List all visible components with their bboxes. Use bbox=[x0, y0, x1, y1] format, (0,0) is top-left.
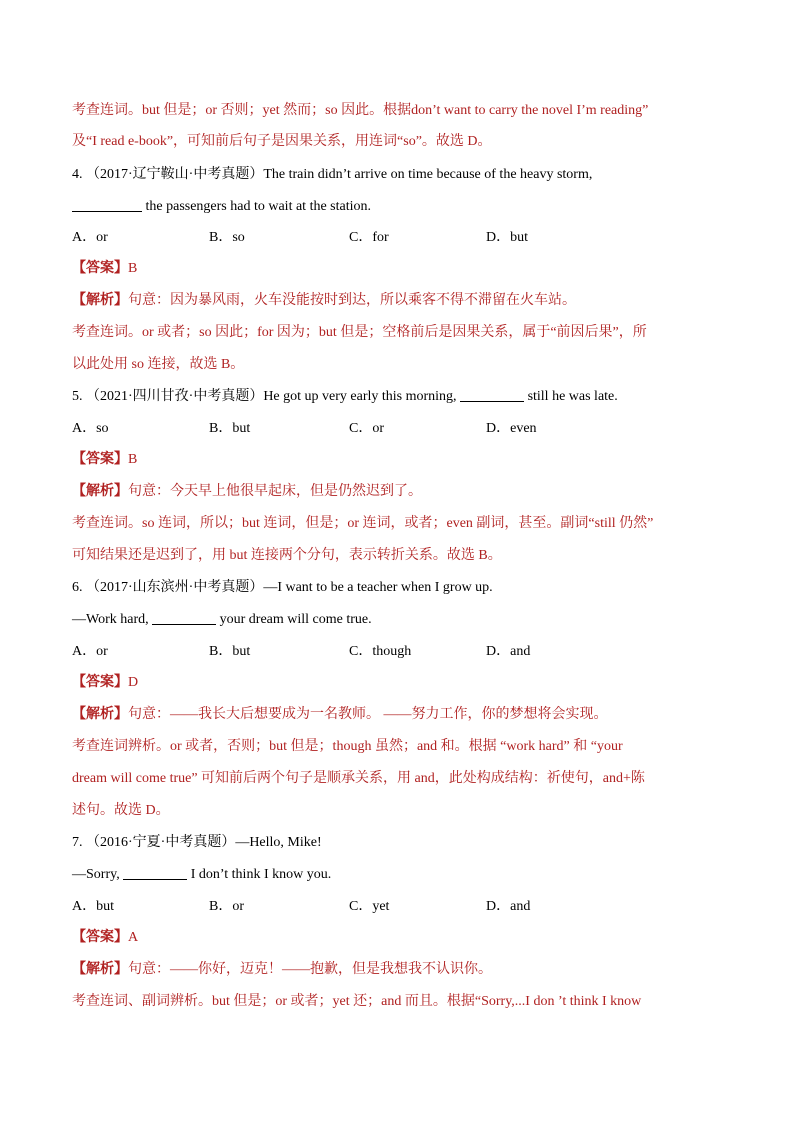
analysis-label: 【解析】 bbox=[72, 293, 128, 308]
question-7-stem-cont: —Sorry, I don’t think I know you. bbox=[72, 867, 332, 882]
answer-label: 【答案】 bbox=[72, 675, 128, 690]
question-7-options bbox=[72, 896, 732, 918]
question-6-options bbox=[72, 641, 732, 663]
option-b: B．so bbox=[209, 230, 245, 245]
analysis-line: 述句。故选 D。 bbox=[72, 803, 170, 818]
option-c: C．though bbox=[349, 644, 412, 659]
analysis-line: 考查连词辨析。or 或者，否则；but 但是；though 虽然；and 和。根据 “work hard” 和 “your bbox=[72, 739, 623, 754]
question-4-options bbox=[72, 227, 732, 249]
analysis-line: 可知结果还是迟到了，用 but 连接两个分句，表示转折关系。故选 B。 bbox=[72, 548, 502, 563]
question-4-stem-cont: the passengers had to wait at the station. bbox=[72, 196, 371, 218]
analysis-label: 【解析】 bbox=[72, 962, 128, 977]
analysis-label: 【解析】 bbox=[72, 484, 128, 499]
answer-blank bbox=[123, 865, 187, 880]
option-a: A．so bbox=[72, 421, 109, 436]
option-b: B．or bbox=[209, 899, 244, 914]
question-4-answer: 【答案】B bbox=[72, 261, 138, 276]
option-c: C．or bbox=[349, 421, 384, 436]
option-a: A．or bbox=[72, 644, 108, 659]
answer-label: 【答案】 bbox=[72, 930, 128, 945]
option-d: D．even bbox=[486, 421, 537, 436]
option-b: B．but bbox=[209, 644, 251, 659]
analysis-label: 【解析】 bbox=[72, 707, 128, 722]
question-5-stem: 5. （2021·四川甘孜·中考真题）He got up very early this morning, still he was late. bbox=[72, 389, 618, 404]
option-a: A．or bbox=[72, 230, 108, 245]
analysis-line: 考查连词、副词辨析。but 但是；or 或者；yet 还；and 而且。根据“Sorry,...I don ’t think I know bbox=[72, 994, 642, 1009]
analysis-line: 以此处用 so 连接，故选 B。 bbox=[72, 357, 245, 372]
option-d: D．and bbox=[486, 899, 531, 914]
question-7-answer: 【答案】A bbox=[72, 930, 139, 945]
option-d: D．but bbox=[486, 230, 528, 245]
option-d: D．and bbox=[486, 644, 531, 659]
answer-blank bbox=[152, 610, 216, 625]
question-7-analysis: 【解析】句意：——你好，迈克！——抱歉，但是我想我不认识你。 bbox=[72, 962, 492, 977]
question-6-stem: 6. （2017·山东滨州·中考真题）—I want to be a teacher when I grow up. bbox=[72, 580, 493, 595]
question-4-stem: 4. （2017·辽宁鞍山·中考真题）The train didn’t arrive on time because of the heavy storm, bbox=[72, 167, 593, 182]
option-c: C．yet bbox=[349, 899, 390, 914]
question-5-analysis: 【解析】句意：今天早上他很早起床，但是仍然迟到了。 bbox=[72, 484, 422, 499]
question-7-stem: 7. （2016·宁夏·中考真题）—Hello, Mike! bbox=[72, 835, 322, 850]
explanation-line: 及“I read e-book”，可知前后句子是因果关系，用连词“so”。故选 D。 bbox=[72, 134, 492, 149]
question-5-answer: 【答案】B bbox=[72, 452, 138, 467]
answer-label: 【答案】 bbox=[72, 261, 128, 276]
answer-blank bbox=[72, 197, 142, 212]
answer-blank bbox=[460, 387, 524, 402]
option-b: B．but bbox=[209, 421, 251, 436]
question-6-answer: 【答案】D bbox=[72, 675, 139, 690]
question-6-stem-cont: —Work hard, your dream will come true. bbox=[72, 612, 372, 627]
explanation-line: 考查连词。but 但是；or 否则；yet 然而；so 因此。根据don’t want to carry the novel I’m reading” bbox=[72, 103, 649, 118]
analysis-line: 考查连词。or 或者；so 因此；for 因为；but 但是；空格前后是因果关系，属于“前因后果”，所 bbox=[72, 325, 647, 340]
answer-label: 【答案】 bbox=[72, 452, 128, 467]
analysis-line: 考查连词。so 连词，所以；but 连词，但是；or 连词，或者；even 副词，甚至。副词“still 仍然” bbox=[72, 516, 654, 531]
option-c: C．for bbox=[349, 230, 389, 245]
analysis-line: dream will come true” 可知前后两个句子是顺承关系，用 and，此处构成结构：祈使句，and+陈 bbox=[72, 771, 645, 786]
option-a: A．but bbox=[72, 899, 114, 914]
question-6-analysis: 【解析】句意：——我长大后想要成为一名教师。 ——努力工作，你的梦想将会实现。 bbox=[72, 707, 608, 722]
question-4-analysis: 【解析】句意：因为暴风雨，火车没能按时到达，所以乘客不得不滞留在火车站。 bbox=[72, 293, 576, 308]
question-5-options bbox=[72, 418, 732, 440]
